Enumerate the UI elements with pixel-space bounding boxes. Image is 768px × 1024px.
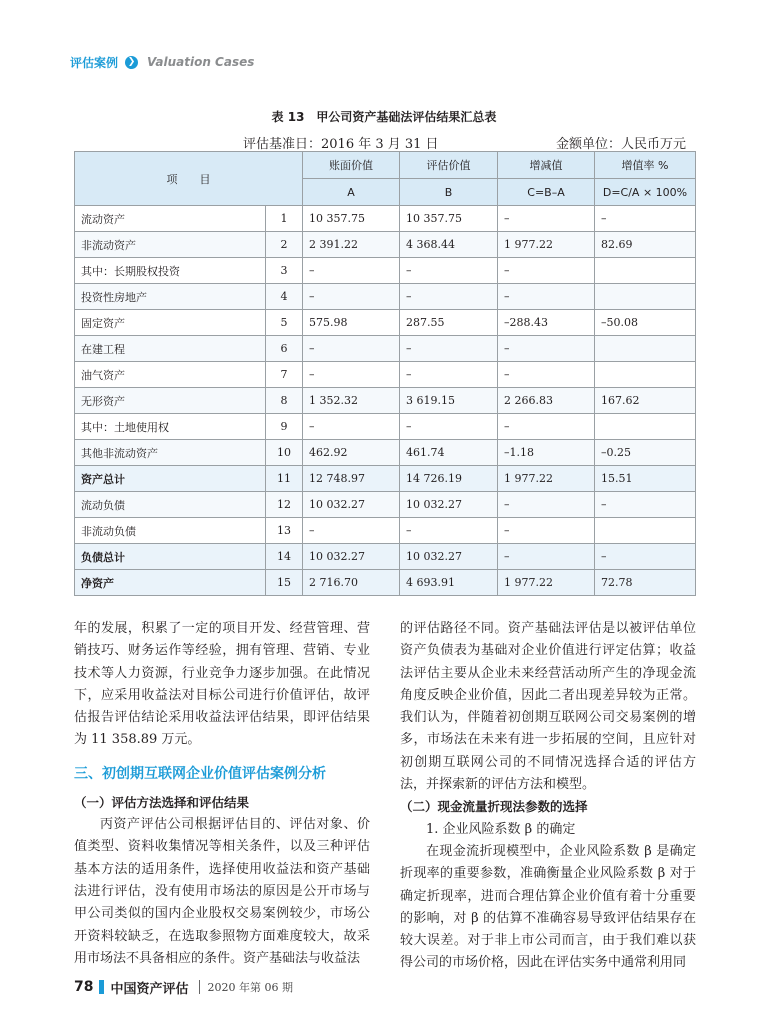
row-name: 净资产 (75, 570, 266, 596)
section-label-en: Valuation Cases (147, 55, 255, 69)
row-rate: – (595, 206, 696, 232)
row-change: – (498, 518, 595, 544)
row-name: 非流动负债 (75, 518, 266, 544)
row-name: 资产总计 (75, 466, 266, 492)
paragraph: 在现金流折现模型中，企业风险系数 β 是确定折现率的重要参数，准确衡量企业风险系数 β 对于确定折现率，进而合理估算企业价值有着十分重要的影响，对 β 的估算不准确容易导致评估结果存在较大误差。对于非上市公司而言，由于我们难以获得公司的市场价格，因此在评估实务中通常利用同 (400, 843, 696, 971)
issue-label: 2020 年第 06 期 (207, 981, 293, 994)
left-column (74, 618, 370, 970)
row-book-value: – (303, 336, 400, 362)
row-change: – (498, 206, 595, 232)
row-name: 其中：长期股权投资 (75, 258, 266, 284)
row-name: 投资性房地产 (75, 284, 266, 310)
table-row (75, 232, 696, 258)
row-name: 流动负债 (75, 492, 266, 518)
header-item: 项 目 (75, 152, 303, 206)
row-rate: – (595, 544, 696, 570)
row-name: 流动资产 (75, 206, 266, 232)
row-rate: –0.25 (595, 440, 696, 466)
table-row (75, 362, 696, 388)
row-book-value: 10 032.27 (303, 492, 400, 518)
row-name: 非流动资产 (75, 232, 266, 258)
row-rate: 72.78 (595, 570, 696, 596)
valuation-results-table (74, 151, 696, 596)
row-book-value: 2 391.22 (303, 232, 400, 258)
paragraph: 丙资产评估公司根据评估目的、评估对象、价值类型、资料收集情况等相关条件，以及三种评估基本方法的适用条件，选择使用收益法和资产基础法进行评估，没有使用市场法的原因是公开市场与甲公司类似的国内企业股权交易案例较少，市场公开资料较缺乏，在选取参照物方面难度较大，故采用市场法不具备相应的条件。资产基础法与收益法 (74, 817, 370, 966)
row-change: 2 266.83 (498, 388, 595, 414)
row-rate (595, 258, 696, 284)
paragraph: 年的发展，积累了一定的项目开发、经营管理、营销技巧、财务运作等经验，拥有管理、营销、专业技术等人力资源，行业竞争力逐步加强。在此情况下，应采用收益法对目标公司进行价值评估，故评估报告评估结论采用收益法评估结果，即评估结果为 11 358.89 万元。 (74, 621, 370, 748)
row-rate: 15.51 (595, 466, 696, 492)
row-index: 3 (266, 258, 303, 284)
paragraph: 的评估路径不同。资产基础法评估是以被评估单位资产负债表为基础对企业价值进行评定估算；收益法评估主要从企业未来经营活动所产生的净现金流角度反映企业价值，因此二者出现差异较为正常。我们认为，伴随着初创期互联网公司交易案例的增多，市场法在未来有进一步拓展的空间，且应针对初创期互联网公司的不同情况选择合适的评估方法，并探索新的评估方法和模型。 (400, 621, 696, 793)
row-appraised-value: 14 726.19 (400, 466, 498, 492)
row-rate (595, 284, 696, 310)
row-change: – (498, 414, 595, 440)
table-row (75, 440, 696, 466)
header-book-value: 账面价值 (303, 152, 400, 179)
row-book-value: – (303, 518, 400, 544)
row-index: 10 (266, 440, 303, 466)
row-index: 15 (266, 570, 303, 596)
row-name: 其中：土地使用权 (75, 414, 266, 440)
row-name: 无形资产 (75, 388, 266, 414)
row-change: – (498, 258, 595, 284)
chevron-right-icon: ❯ (125, 56, 138, 69)
row-change: – (498, 362, 595, 388)
row-change: – (498, 336, 595, 362)
row-index: 6 (266, 336, 303, 362)
table-row (75, 544, 696, 570)
magazine-name: 中国资产评估 (110, 981, 189, 997)
row-appraised-value: 3 619.15 (400, 388, 498, 414)
table-row (75, 518, 696, 544)
row-change: – (498, 284, 595, 310)
table-row (75, 258, 696, 284)
row-book-value: – (303, 362, 400, 388)
row-change: 1 977.22 (498, 232, 595, 258)
header-rate: 增值率 % (595, 152, 696, 179)
row-book-value: – (303, 414, 400, 440)
row-rate (595, 362, 696, 388)
header-rate-sub: D=C/A × 100% (595, 179, 696, 206)
table-row (75, 414, 696, 440)
row-name: 在建工程 (75, 336, 266, 362)
header-change-sub: C=B–A (498, 179, 595, 206)
row-appraised-value: 4 368.44 (400, 232, 498, 258)
table-row (75, 492, 696, 518)
row-index: 4 (266, 284, 303, 310)
row-change: – (498, 544, 595, 570)
row-rate (595, 518, 696, 544)
row-appraised-value: – (400, 336, 498, 362)
row-appraised-value: 4 693.91 (400, 570, 498, 596)
row-rate: –50.08 (595, 310, 696, 336)
row-appraised-value: 461.74 (400, 440, 498, 466)
row-index: 8 (266, 388, 303, 414)
section-heading: 三、初创期互联网企业价值评估案例分析 (74, 765, 326, 782)
row-appraised-value: 10 357.75 (400, 206, 498, 232)
row-book-value: – (303, 258, 400, 284)
row-book-value: 1 352.32 (303, 388, 400, 414)
row-name: 油气资产 (75, 362, 266, 388)
row-change: 1 977.22 (498, 466, 595, 492)
footer-bar (99, 980, 104, 994)
row-appraised-value: 287.55 (400, 310, 498, 336)
header-appraised-sub: B (400, 179, 498, 206)
table-row (75, 206, 696, 232)
row-index: 11 (266, 466, 303, 492)
row-appraised-value: – (400, 362, 498, 388)
table-row (75, 310, 696, 336)
table-unit: 金额单位：人民币万元 (556, 137, 687, 152)
row-index: 1 (266, 206, 303, 232)
row-rate: 82.69 (595, 232, 696, 258)
table-row (75, 388, 696, 414)
row-book-value: 462.92 (303, 440, 400, 466)
page-number: 78 (74, 979, 94, 995)
row-rate (595, 336, 696, 362)
row-appraised-value: – (400, 518, 498, 544)
table-base-date: 评估基准日：2016 年 3 月 31 日 (243, 137, 439, 152)
row-index: 9 (266, 414, 303, 440)
table-row (75, 570, 696, 596)
row-index: 13 (266, 518, 303, 544)
row-appraised-value: – (400, 414, 498, 440)
table-title: 表 13 甲公司资产基础法评估结果汇总表 (271, 110, 497, 124)
sub-heading: （一）评估方法选择和评估结果 (74, 794, 250, 810)
row-book-value: – (303, 284, 400, 310)
footer-divider (199, 980, 200, 994)
row-change: –288.43 (498, 310, 595, 336)
row-book-value: 2 716.70 (303, 570, 400, 596)
row-rate: – (595, 492, 696, 518)
row-appraised-value: 10 032.27 (400, 492, 498, 518)
row-name: 负债总计 (75, 544, 266, 570)
row-change: – (498, 492, 595, 518)
row-index: 2 (266, 232, 303, 258)
row-change: –1.18 (498, 440, 595, 466)
row-name: 其他非流动资产 (75, 440, 266, 466)
row-appraised-value: – (400, 284, 498, 310)
table-row (75, 466, 696, 492)
row-appraised-value: – (400, 258, 498, 284)
row-index: 14 (266, 544, 303, 570)
row-index: 5 (266, 310, 303, 336)
page-footer (74, 976, 293, 998)
row-book-value: 10 357.75 (303, 206, 400, 232)
running-header (70, 52, 254, 72)
right-column (400, 618, 696, 975)
table-row (75, 284, 696, 310)
header-appraised-value: 评估价值 (400, 152, 498, 179)
row-rate: 167.62 (595, 388, 696, 414)
row-book-value: 12 748.97 (303, 466, 400, 492)
row-name: 固定资产 (75, 310, 266, 336)
header-book-sub: A (303, 179, 400, 206)
row-index: 7 (266, 362, 303, 388)
row-change: 1 977.22 (498, 570, 595, 596)
header-change: 增减值 (498, 152, 595, 179)
row-book-value: 10 032.27 (303, 544, 400, 570)
row-appraised-value: 10 032.27 (400, 544, 498, 570)
section-label-cn: 评估案例 (70, 55, 119, 70)
row-index: 12 (266, 492, 303, 518)
row-book-value: 575.98 (303, 310, 400, 336)
table-row (75, 336, 696, 362)
item-heading: 1. 企业风险系数 β 的确定 (426, 821, 576, 837)
sub-heading: （二）现金流量折现法参数的选择 (400, 799, 588, 815)
row-rate (595, 414, 696, 440)
